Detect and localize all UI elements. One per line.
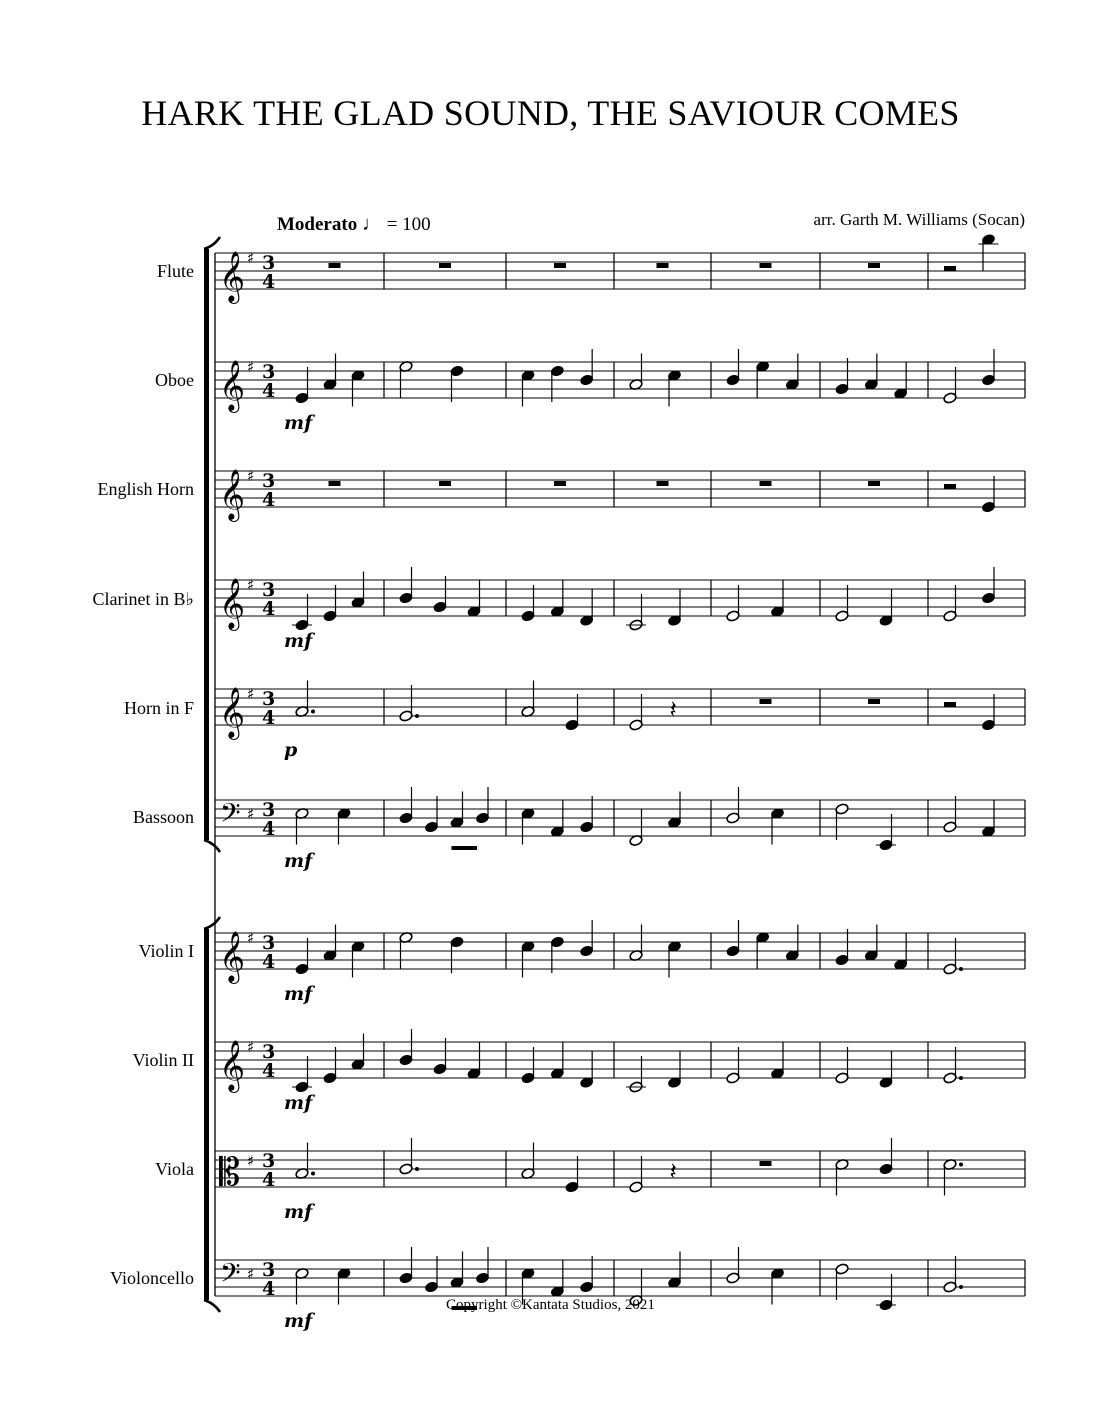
time-signature-top: 3 (262, 1259, 276, 1281)
key-signature-sharp-icon: ♯ (247, 358, 255, 376)
key-signature-sharp-icon: ♯ (247, 1038, 255, 1056)
time-signature-bottom: 4 (262, 489, 276, 511)
score-title: HARK THE GLAD SOUND, THE SAVIOUR COMES (141, 93, 960, 133)
time-signature-top: 3 (262, 688, 276, 710)
dynamic-marking: mf (284, 630, 313, 652)
instrument-label-bassoon: Bassoon (132, 807, 194, 827)
time-signature-top: 3 (262, 252, 276, 274)
treble-clef-icon: 𝄞 (219, 1040, 246, 1091)
woodwind-bracket-top-hook (204, 237, 220, 249)
time-signature-bottom: 4 (262, 818, 276, 840)
whole-rest-icon (868, 699, 880, 704)
whole-rest-icon (760, 481, 772, 486)
key-signature-sharp-icon: ♯ (247, 1265, 255, 1283)
instrument-label-violin-2: Violin II (132, 1050, 194, 1070)
key-signature-sharp-icon: ♯ (247, 685, 255, 703)
time-signature-top: 3 (262, 1150, 276, 1172)
whole-rest-icon (760, 699, 772, 704)
quarter-rest-icon: 𝄽 (669, 695, 677, 723)
dynamic-marking: mf (284, 1310, 313, 1332)
augmentation-dot (311, 710, 315, 714)
key-signature-sharp-icon: ♯ (247, 249, 255, 267)
dynamic-marking: mf (284, 850, 313, 872)
whole-rest-icon (657, 481, 669, 486)
string-bracket (204, 929, 209, 1300)
tempo-word: Moderato (277, 214, 358, 235)
alto-clef-icon: 𝄡 (219, 1150, 241, 1194)
key-signature-sharp-icon: ♯ (247, 576, 255, 594)
whole-rest-icon (439, 263, 451, 268)
augmentation-dot (959, 1076, 963, 1080)
instrument-label-clarinet: Clarinet in B♭ (92, 589, 194, 609)
time-signature-top: 3 (262, 932, 276, 954)
copyright-notice: Copyright ©Kantata Studios, 2021 (446, 1297, 655, 1313)
whole-rest-icon (554, 481, 566, 486)
dynamic-marking: mf (284, 412, 313, 434)
time-signature-bottom: 4 (262, 707, 276, 729)
time-signature-top: 3 (262, 470, 276, 492)
instrument-label-cello: Violoncello (110, 1268, 194, 1288)
dynamic-marking: mf (284, 1201, 313, 1223)
treble-clef-icon: 𝄞 (219, 578, 246, 629)
arranger-credit: arr. Garth M. Williams (Socan) (813, 210, 1025, 229)
dynamic-marking: mf (284, 983, 313, 1005)
key-signature-sharp-icon: ♯ (247, 929, 255, 947)
time-signature-top: 3 (262, 1041, 276, 1063)
augmentation-dot (415, 714, 419, 718)
half-rest-icon (944, 484, 956, 489)
time-signature-bottom: 4 (262, 380, 276, 402)
whole-rest-icon (657, 263, 669, 268)
quarter-rest-icon: 𝄽 (669, 1157, 677, 1185)
woodwind-bracket (204, 249, 209, 840)
augmentation-dot (311, 1172, 315, 1176)
whole-rest-icon (868, 481, 880, 486)
time-signature-bottom: 4 (262, 271, 276, 293)
time-signature-top: 3 (262, 579, 276, 601)
time-signature-bottom: 4 (262, 1169, 276, 1191)
half-rest-icon (944, 702, 956, 707)
time-signature-top: 3 (262, 799, 276, 821)
treble-clef-icon: 𝄞 (219, 931, 246, 982)
augmentation-dot (959, 967, 963, 971)
whole-rest-icon (554, 263, 566, 268)
dynamic-marking: mf (284, 1092, 313, 1114)
dynamic-marking: p (284, 739, 298, 761)
instrument-label-english-horn: English Horn (97, 479, 194, 499)
augmentation-dot (959, 1163, 963, 1167)
key-signature-sharp-icon: ♯ (247, 1152, 255, 1170)
whole-rest-icon (329, 481, 341, 486)
treble-clef-icon: 𝄞 (219, 687, 246, 738)
bass-clef-icon: 𝄢 (220, 1257, 241, 1295)
instrument-label-violin-1: Violin I (138, 941, 194, 961)
time-signature-bottom: 4 (262, 951, 276, 973)
treble-clef-icon: 𝄞 (219, 469, 246, 520)
half-rest-icon (944, 266, 956, 271)
string-bracket-top-hook (204, 917, 220, 929)
woodwind-bracket-bottom-hook (204, 840, 220, 852)
time-signature-bottom: 4 (262, 1278, 276, 1300)
whole-rest-icon (760, 263, 772, 268)
augmentation-dot (415, 1167, 419, 1171)
instrument-label-viola: Viola (155, 1159, 194, 1179)
time-signature-bottom: 4 (262, 1060, 276, 1082)
whole-rest-icon (760, 1161, 772, 1166)
instrument-label-oboe: Oboe (155, 370, 194, 390)
treble-clef-icon: 𝄞 (219, 360, 246, 411)
quarter-note-icon: ♩ (361, 213, 382, 235)
key-signature-sharp-icon: ♯ (247, 467, 255, 485)
key-signature-sharp-icon: ♯ (247, 805, 255, 823)
whole-rest-icon (868, 263, 880, 268)
whole-rest-icon (439, 481, 451, 486)
augmentation-dot (959, 1285, 963, 1289)
instrument-label-flute: Flute (156, 261, 194, 281)
instrument-label-horn: Horn in F (123, 698, 194, 718)
bass-clef-icon: 𝄢 (220, 797, 241, 835)
tempo-bpm: = 100 (386, 214, 431, 235)
whole-rest-icon (329, 263, 341, 268)
treble-clef-icon: 𝄞 (219, 251, 246, 302)
time-signature-bottom: 4 (262, 598, 276, 620)
time-signature-top: 3 (262, 361, 276, 383)
